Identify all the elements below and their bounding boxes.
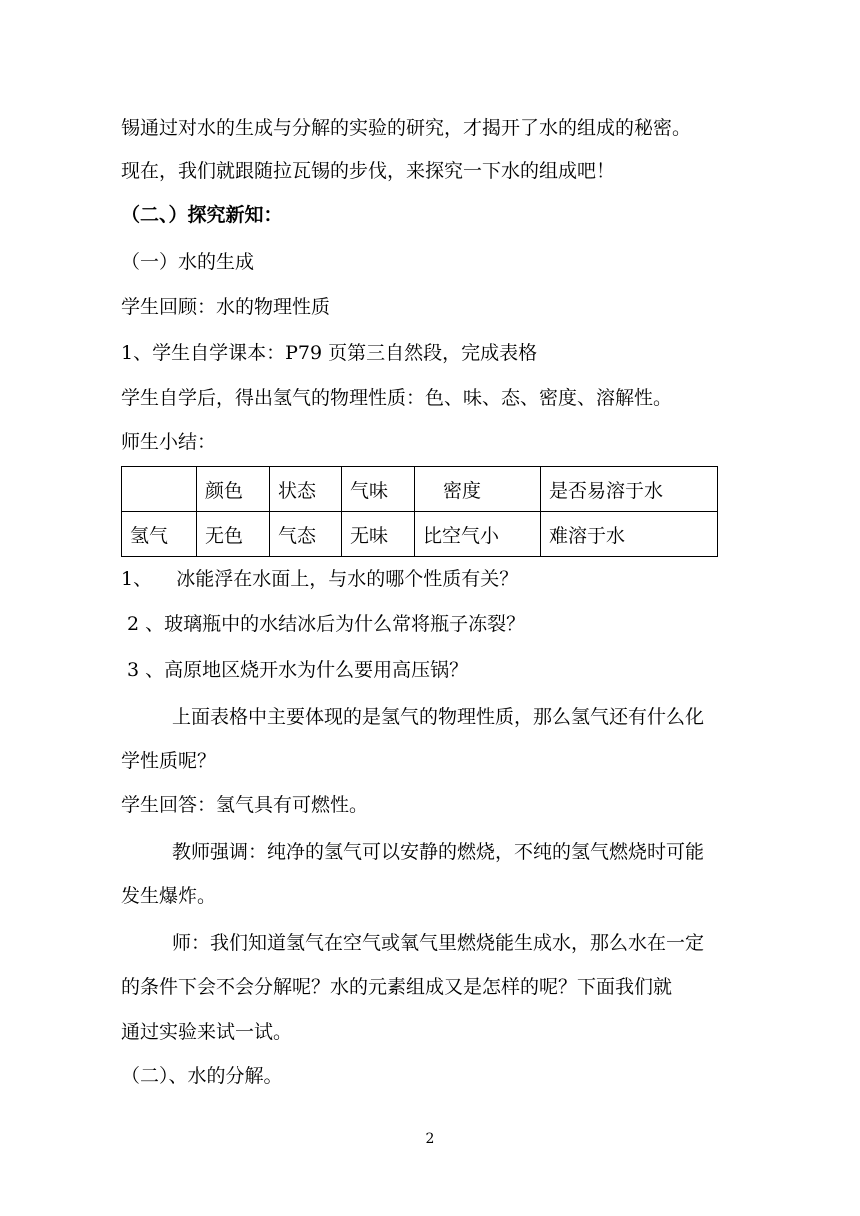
table-cell: 是否易溶于水 [541,467,718,512]
paragraph-line: 学生回顾：水的物理性质 [121,296,331,318]
paragraph-line: 师：我们知道氢气在空气或氧气里燃烧能生成水，那么水在一定 [172,932,705,954]
paragraph-line: 锡通过对水的生成与分解的实验的研究，才揭开了水的组成的秘密。 [121,117,692,139]
paragraph-line: 教师强调：纯净的氢气可以安静的燃烧，不纯的氢气燃烧时可能 [172,841,705,863]
paragraph-line: 的条件下会不会分解呢？水的元素组成又是怎样的呢？下面我们就 [121,976,673,998]
table-cell: 难溶于水 [541,512,718,557]
paragraph-line: 学性质呢？ [121,750,217,772]
table-row [122,512,718,557]
subsection-heading: （二）、水的分解。 [121,1065,283,1087]
table-cell: 密度 [415,467,541,512]
paragraph-line: 学生自学后，得出氢气的物理性质：色、味、态、密度、溶解性。 [121,387,673,409]
table-cell: 无色 [197,512,270,557]
paragraph-line: 1、学生自学课本：P79 页第三自然段，完成表格 [121,342,538,364]
paragraph-line: 通过实验来试一试。 [121,1021,293,1043]
page-number: 2 [425,1131,435,1147]
table-cell: 比空气小 [415,512,541,557]
paragraph-line: 上面表格中主要体现的是氢气的物理性质，那么氢气还有什么化 [172,706,705,728]
hydrogen-properties-table [121,466,718,557]
table-cell: 气味 [342,467,415,512]
paragraph-line: 发生爆炸。 [121,885,217,907]
table-cell: 无味 [342,512,415,557]
paragraph-line: 学生回答：氢气具有可燃性。 [121,794,369,816]
question-line: 2 、玻璃瓶中的水结冰后为什么常将瓶子冻裂？ [121,613,526,635]
subsection-heading: （一）水的生成 [121,251,255,273]
table-cell: 颜色 [197,467,270,512]
section-heading: （二、）探究新知： [121,204,283,226]
table-header-row [122,467,718,512]
table-cell: 状态 [270,467,342,512]
question-line: 1、 冰能浮在水面上，与水的哪个性质有关？ [121,568,519,590]
question-line: 3 、高原地区烧开水为什么要用高压锅？ [121,659,469,681]
paragraph-line: 现在，我们就跟随拉瓦锡的步伐，来探究一下水的组成吧！ [121,160,616,182]
table-cell: 气态 [270,512,342,557]
table-cell [122,467,197,512]
table-cell: 氢气 [122,512,197,557]
paragraph-line: 师生小结： [121,431,217,453]
